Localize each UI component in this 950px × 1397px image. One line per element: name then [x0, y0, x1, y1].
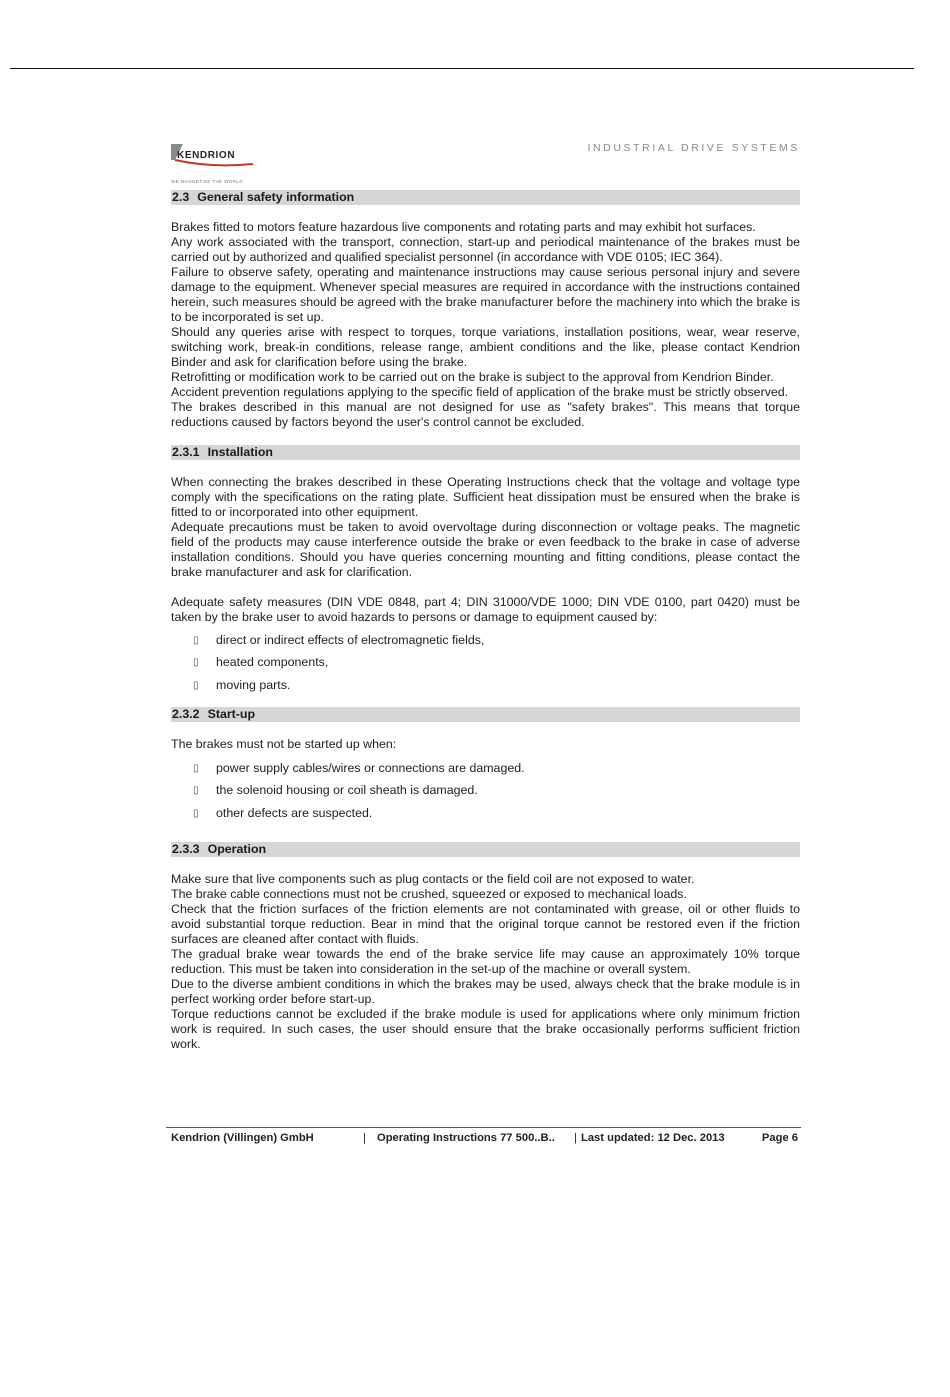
section-number: 2.3.3: [172, 841, 200, 856]
page-footer: [171, 1132, 800, 1146]
list-item: [171, 633, 800, 648]
footer-company: Kendrion (Villingen) GmbH: [171, 1132, 314, 1144]
paragraph: Adequate precautions must be taken to avoid overvoltage during disconnection or voltage peaks. The magnetic field of the products may cause interference outside the brake or even feedback to the brake in case of adverse installation conditions. Should you have queries concerning mounting and fitting conditions, please contact the brake manufacturer and ask for clarification.: [171, 520, 800, 579]
list-item: [171, 678, 800, 693]
paragraph: Retrofitting or modification work to be carried out on the brake is subject to the approval from Kendrion Binder.: [171, 370, 774, 384]
list-item: [171, 655, 800, 670]
page-header: [171, 128, 800, 190]
paragraph: Should any queries arise with respect to torques, torque variations, installation positions, wear, wear reserve, switching work, break-in conditions, release range, ambient conditions and the like, please contact Kendrion Binder and ask for clarification before using the brake.: [171, 325, 800, 369]
top-rule: [10, 68, 914, 69]
paragraph: Make sure that live components such as plug contacts or the field coil are not exposed to water.: [171, 871, 695, 886]
section-heading-2-3-2: [171, 707, 800, 722]
section-title: Start-up: [207, 706, 256, 721]
brand-line: INDUSTRIAL DRIVE SYSTEMS: [587, 142, 800, 154]
paragraph: Failure to observe safety, operating and maintenance instructions may cause serious personal injury and severe damage to the equipment. Whenever special measures are required in accordance with the instructions contained herein, such measures should be agreed with the brake manufacturer before the machinery into which the brake is to be incorporated is set up.: [171, 265, 800, 324]
bullet-glyph: ▯: [193, 785, 199, 796]
list-item-text: moving parts.: [216, 677, 291, 692]
bullet-glyph: ▯: [193, 762, 199, 774]
section-title: Installation: [207, 445, 273, 459]
bullet-glyph: ▯: [193, 657, 199, 668]
paragraph: Any work associated with the transport, connection, start-up and periodical maintenance of the brakes must be carried out by authorized and qualified specialist personnel (in accordance with VDE 0105; IEC 364).: [171, 235, 800, 264]
list-item-text: heated components,: [216, 655, 329, 669]
bullet-glyph: ▯: [193, 679, 199, 691]
paragraph: Due to the diverse ambient conditions in which the brakes may be used, always check that the brake module is in perfect working order before start-up.: [171, 976, 800, 1006]
paragraph: The brakes must not be started up when:: [171, 736, 397, 751]
bullet-list: [171, 761, 800, 821]
list-item-text: other defects are suspected.: [216, 805, 373, 820]
list-item-text: direct or indirect effects of electromagnetic fields,: [216, 632, 485, 647]
section-number: 2.3.2: [172, 706, 200, 721]
logo-tagline: WE MAGNETISE THE WORLD: [171, 179, 243, 184]
bullet-glyph: ▯: [193, 634, 199, 646]
paragraph: Adequate safety measures (DIN VDE 0848, part 4; DIN 31000/VDE 1000; DIN VDE 0100, part 0420) must be taken by the brake user to avoid hazards to persons or damage to equipment caused by:: [171, 595, 800, 624]
paragraph: Brakes fitted to motors feature hazardous live components and rotating parts and may exhibit hot surfaces.: [171, 220, 756, 234]
list-item: [171, 783, 800, 798]
paragraph: The brakes described in this manual are not designed for use as "safety brakes". This means that torque reductions caused by factors beyond the user's control cannot be excluded.: [171, 400, 800, 429]
footer-separator: |: [363, 1132, 366, 1144]
footer-separator: |: [574, 1132, 577, 1144]
section-heading-2-3: [171, 190, 800, 205]
list-item-text: the solenoid housing or coil sheath is damaged.: [216, 783, 478, 797]
footer-page-number: Page 6: [761, 1132, 798, 1144]
section-number: 2.3: [172, 190, 190, 204]
section-heading-2-3-1: [171, 445, 800, 460]
section-number: 2.3.1: [172, 445, 200, 459]
section-title: General safety information: [197, 190, 355, 204]
paragraph: Torque reductions cannot be excluded if the brake module is used for applications where only minimum friction work is required. In such cases, the user should ensure that the brake occasionally performs sufficient friction work.: [171, 1006, 800, 1051]
bullet-list: [171, 633, 800, 693]
section-heading-2-3-3: [171, 842, 800, 857]
paragraph: The brake cable connections must not be crushed, squeezed or exposed to mechanical loads.: [171, 886, 687, 901]
bullet-glyph: ▯: [193, 807, 199, 819]
paragraph: When connecting the brakes described in these Operating Instructions check that the voltage and voltage type comply with the specifications on the rating plate. Sufficient heat dissipation must be ensured when the brake is fitted to or incorporated into other equipment.: [171, 475, 800, 519]
footer-document: Operating Instructions 77 500..B..: [377, 1132, 555, 1144]
list-item: [171, 761, 800, 776]
section-title: Operation: [207, 841, 267, 856]
document-page: [171, 128, 800, 1052]
logo-text: KENDRION: [177, 150, 236, 161]
list-item-text: power supply cables/wires or connections are damaged.: [216, 760, 525, 775]
footer-updated: Last updated: 12 Dec. 2013: [581, 1132, 725, 1144]
paragraph: Check that the friction surfaces of the friction elements are not contaminated with grease, oil or other fluids to avoid substantial torque reduction. Bear in mind that the original torque cannot be restored even if the friction surfaces are cleaned after contact with fluids.: [171, 901, 800, 946]
paragraph: Accident prevention regulations applying to the specific field of application of the brake must be strictly observed.: [171, 385, 789, 399]
list-item: [171, 806, 800, 821]
kendrion-logo: [171, 136, 261, 184]
paragraph: The gradual brake wear towards the end of the brake service life may cause an approximately 10% torque reduction. This must be taken into consideration in the set-up of the machine or overall system.: [171, 946, 800, 976]
footer-rule: [166, 1127, 801, 1128]
